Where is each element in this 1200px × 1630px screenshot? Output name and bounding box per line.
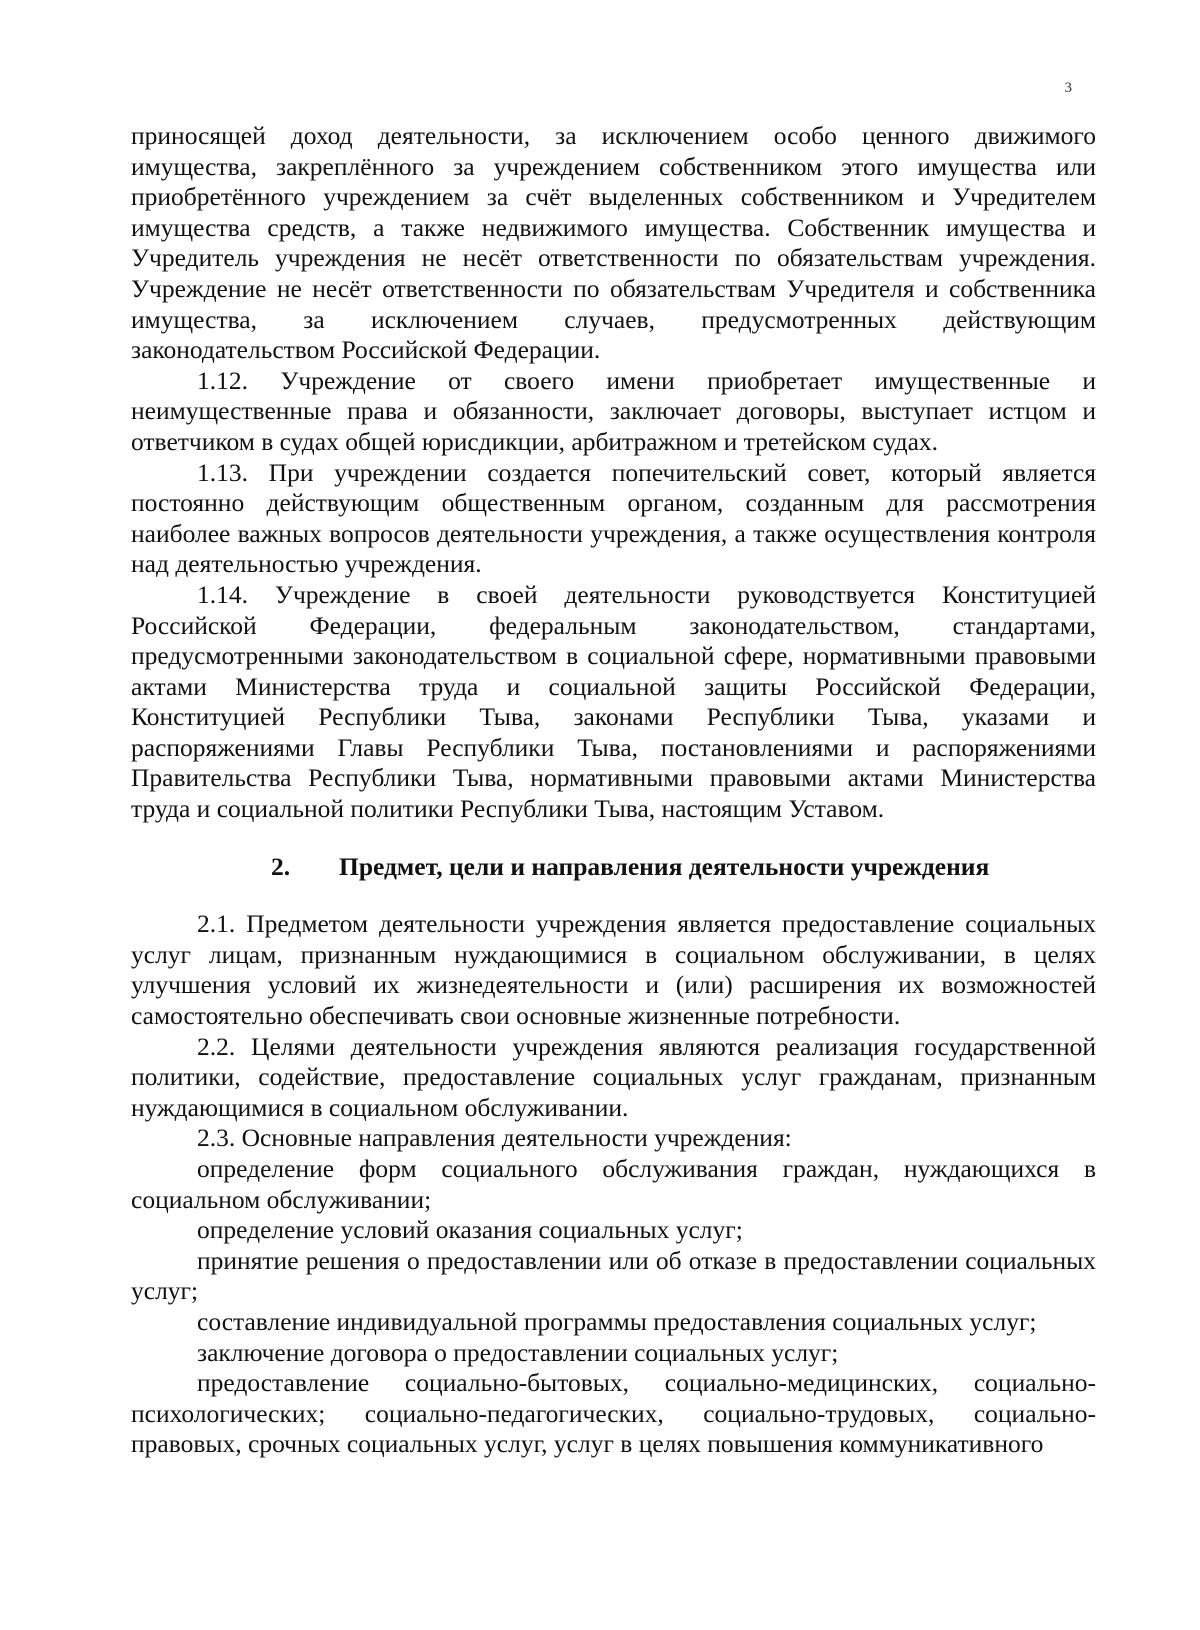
document-body [131,121,1096,1460]
list-item: определение условий оказания социальных услуг; [197,1215,743,1245]
paragraph-1-12: 1.12. Учреждение от своего имени приобретает имущественные и неимущественные права и обязанности, заключает договоры, выступает истцом и ответчиком в судах общей юрисдикции, арбитражном и третейском судах. [131,365,1096,456]
section-heading-number: 2. [271,851,291,881]
list-item: определение форм социального обслуживания граждан, нуждающихся в социальном обслуживании; [131,1154,1096,1214]
paragraph-1-14: 1.14. Учреждение в своей деятельности руководствуется Конституцией Российской Федерации, федеральным законодательством, стандартами, предусмотренными законодательством в социальной сфере, нормативными правовыми актами Министерства труда и социальной защиты Российской Федерации, Конституцией Республики Тыва, законами Республики Тыва, указами и распоряжениями Главы Республики Тыва, постановлениями и распоряжениями Правительства Республики Тыва, нормативными правовыми актами Министерства труда и социальной политики Республики Тыва, настоящим Уставом. [131,579,1096,824]
section-heading-title: Предмет, цели и направления деятельности учреждения [339,851,990,881]
list-item: принятие решения о предоставлении или об отказе в предоставлении социальных услуг; [131,1245,1096,1306]
list-item: предоставление социально-бытовых, социально-медицинских, социально-психологических; социально-педагогических, социально-трудовых, социально-правовых, срочных социальных услуг, услуг в целях повышения коммуникативного [131,1368,1096,1459]
list-item: заключение договора о предоставлении социальных услуг; [197,1337,839,1367]
paragraph-2-1: 2.1. Предметом деятельности учреждения является предоставление социальных услуг лицам, признанным нуждающимися в социальном обслуживании, в целях улучшения условий их жизнедеятельности и (или) расширения их возможностей самостоятельно обеспечивать свои основные жизненные потребности. [131,909,1096,1031]
page-number: 3 [1064,80,1072,96]
paragraph-2-2: 2.2. Целями деятельности учреждения являются реализация государственной политики, содействие, предоставление социальных услуг гражданам, признанным нуждающимися в социальном обслуживании. [131,1031,1096,1122]
list-item: составление индивидуальной программы предоставления социальных услуг; [197,1306,1037,1336]
paragraph-continuation: приносящей доход деятельности, за исключением особо ценного движимого имущества, закреплённого за учреждением собственником этого имущества или приобретённого учреждением за счёт выделенных собственником и Учредителем имущества средств, а также недвижимого имущества. Собственник имущества и Учредитель учреждения не несёт ответственности по обязательствам учреждения. Учреждение не несёт ответственности по обязательствам Учредителя и собственника имущества, за исключением случаев, предусмотренных действующим законодательством Российской Федерации. [131,121,1096,365]
paragraph-2-3: 2.3. Основные направления деятельности учреждения: [197,1123,792,1153]
paragraph-1-13: 1.13. При учреждении создается попечительский совет, который является постоянно действующим общественным органом, созданным для рассмотрения наиболее важных вопросов деятельности учреждения, а также осуществления контроля над деятельностью учреждения. [131,457,1096,579]
section-heading [131,852,1096,883]
